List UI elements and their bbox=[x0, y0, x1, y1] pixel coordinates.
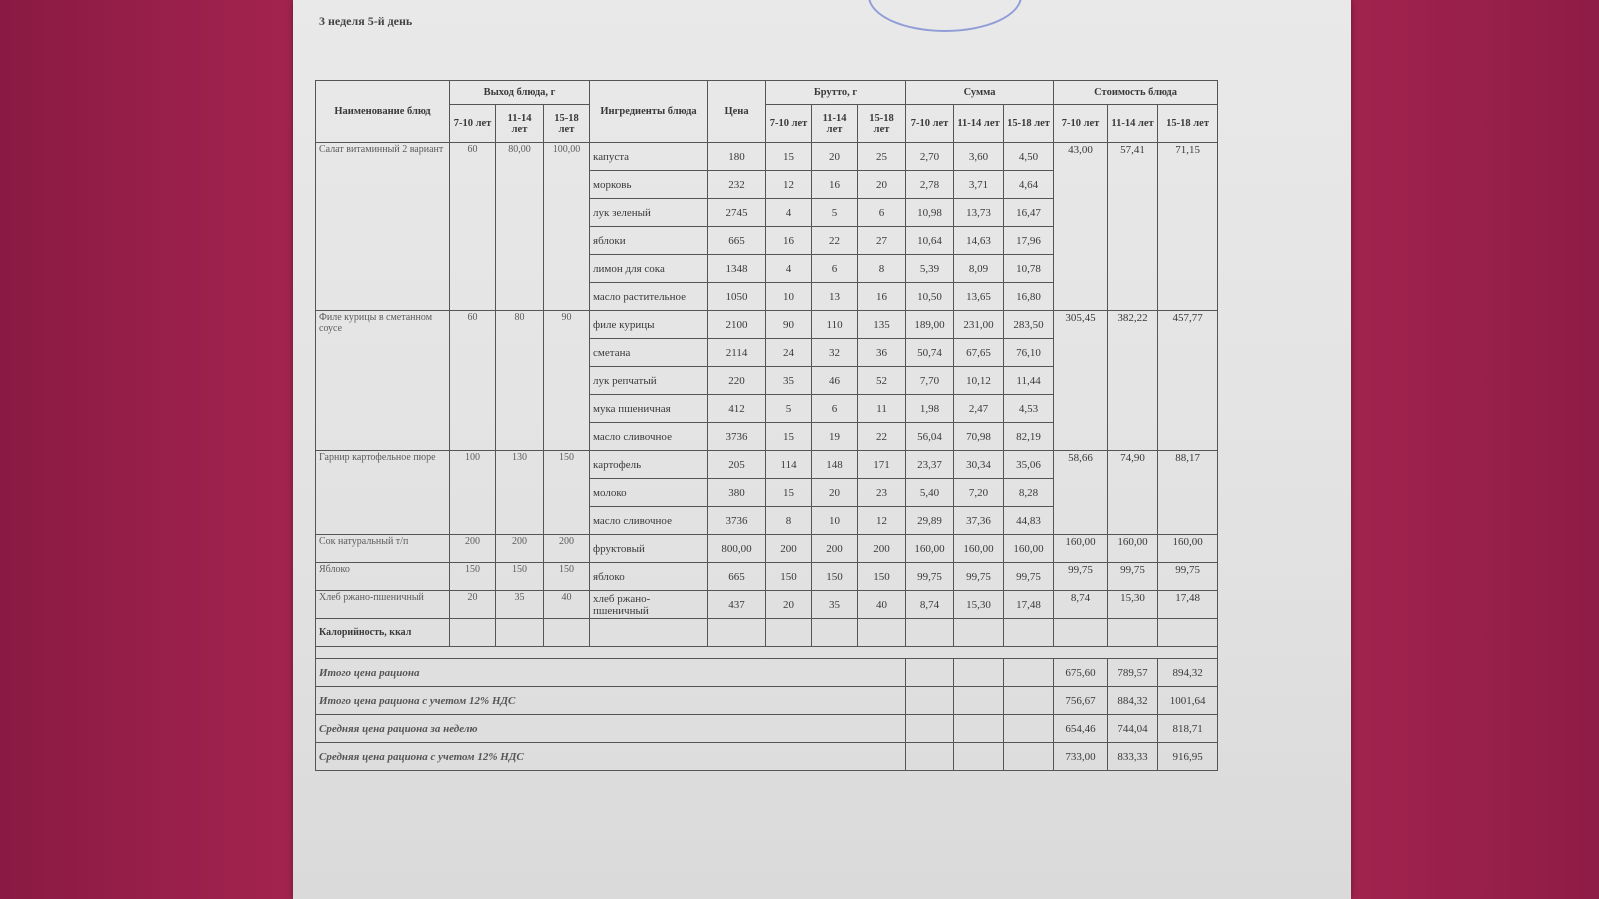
document-page bbox=[293, 0, 1351, 899]
table-row bbox=[316, 451, 1218, 479]
brutto-value: 27 bbox=[858, 227, 906, 255]
sum-value: 11,44 bbox=[1004, 367, 1054, 395]
sum-value: 5,39 bbox=[906, 255, 954, 283]
sum-value: 231,00 bbox=[954, 311, 1004, 339]
col-ingredients: Ингредиенты блюда bbox=[590, 81, 708, 143]
ingredient-price: 1050 bbox=[708, 283, 766, 311]
ingredient: фруктовый bbox=[590, 535, 708, 563]
header-row-2 bbox=[316, 105, 1218, 143]
total-row bbox=[316, 715, 1218, 743]
dish-cost: 15,30 bbox=[1108, 591, 1158, 619]
brutto-value: 135 bbox=[858, 311, 906, 339]
table-row bbox=[316, 535, 1218, 563]
dish-output: 80,00 bbox=[496, 143, 544, 311]
brutto-value: 35 bbox=[812, 591, 858, 619]
empty-cell bbox=[1158, 619, 1218, 647]
total-label: Средняя цена рациона с учетом 12% НДС bbox=[316, 743, 906, 771]
empty-cell bbox=[708, 619, 766, 647]
dish-cost: 99,75 bbox=[1054, 563, 1108, 591]
brutto-value: 11 bbox=[858, 395, 906, 423]
brutto-value: 13 bbox=[812, 283, 858, 311]
sum-value: 160,00 bbox=[1004, 535, 1054, 563]
menu-table bbox=[315, 80, 1218, 771]
sum-value: 2,78 bbox=[906, 171, 954, 199]
ingredient: молоко bbox=[590, 479, 708, 507]
dish-name: Филе курицы в сметанном соусе bbox=[316, 311, 450, 451]
brutto-value: 150 bbox=[858, 563, 906, 591]
table-row bbox=[316, 143, 1218, 171]
empty-cell bbox=[954, 687, 1004, 715]
sum-value: 99,75 bbox=[1004, 563, 1054, 591]
brutto-value: 20 bbox=[812, 143, 858, 171]
total-value: 884,32 bbox=[1108, 687, 1158, 715]
sum-value: 10,12 bbox=[954, 367, 1004, 395]
dish-cost: 305,45 bbox=[1054, 311, 1108, 451]
sum-value: 283,50 bbox=[1004, 311, 1054, 339]
ingredient-price: 205 bbox=[708, 451, 766, 479]
empty-cell bbox=[1004, 659, 1054, 687]
ingredient: лук зеленый bbox=[590, 199, 708, 227]
dish-name: Хлеб ржано-пшеничный bbox=[316, 591, 450, 619]
col-price: Цена bbox=[708, 81, 766, 143]
total-label: Итого цена рациона с учетом 12% НДС bbox=[316, 687, 906, 715]
empty-cell bbox=[1004, 743, 1054, 771]
dish-output: 60 bbox=[450, 311, 496, 451]
sum-value: 7,20 bbox=[954, 479, 1004, 507]
empty-cell bbox=[906, 743, 954, 771]
dish-cost: 88,17 bbox=[1158, 451, 1218, 535]
brutto-value: 20 bbox=[858, 171, 906, 199]
dish-output: 200 bbox=[544, 535, 590, 563]
total-row bbox=[316, 659, 1218, 687]
ingredient-price: 220 bbox=[708, 367, 766, 395]
sum-value: 8,74 bbox=[906, 591, 954, 619]
ingredient-price: 232 bbox=[708, 171, 766, 199]
total-value: 675,60 bbox=[1054, 659, 1108, 687]
ingredient-price: 380 bbox=[708, 479, 766, 507]
brutto-value: 16 bbox=[766, 227, 812, 255]
sum-value: 17,96 bbox=[1004, 227, 1054, 255]
sum-value: 99,75 bbox=[906, 563, 954, 591]
sum-value: 5,40 bbox=[906, 479, 954, 507]
ingredient-price: 3736 bbox=[708, 423, 766, 451]
ingredient: мука пшеничная bbox=[590, 395, 708, 423]
total-label: Средняя цена рациона за неделю bbox=[316, 715, 906, 743]
empty-cell bbox=[954, 659, 1004, 687]
brutto-value: 20 bbox=[766, 591, 812, 619]
empty-cell bbox=[1054, 619, 1108, 647]
brutto-value: 150 bbox=[766, 563, 812, 591]
total-value: 744,04 bbox=[1108, 715, 1158, 743]
brutto-value: 8 bbox=[858, 255, 906, 283]
dish-output: 200 bbox=[496, 535, 544, 563]
sum-value: 14,63 bbox=[954, 227, 1004, 255]
age-header: 11-14 лет bbox=[496, 105, 544, 143]
brutto-value: 12 bbox=[766, 171, 812, 199]
sum-value: 70,98 bbox=[954, 423, 1004, 451]
ingredient: масло растительное bbox=[590, 283, 708, 311]
page-heading: 3 неделя 5-й день bbox=[319, 14, 413, 28]
dish-output: 130 bbox=[496, 451, 544, 535]
age-header: 7-10 лет bbox=[450, 105, 496, 143]
empty-cell bbox=[1108, 619, 1158, 647]
brutto-value: 36 bbox=[858, 339, 906, 367]
sum-value: 56,04 bbox=[906, 423, 954, 451]
age-header: 15-18 лет bbox=[544, 105, 590, 143]
empty-cell bbox=[906, 687, 954, 715]
empty-cell bbox=[858, 619, 906, 647]
sum-value: 16,80 bbox=[1004, 283, 1054, 311]
total-value: 789,57 bbox=[1108, 659, 1158, 687]
sum-value: 3,60 bbox=[954, 143, 1004, 171]
dish-cost: 58,66 bbox=[1054, 451, 1108, 535]
dish-output: 80 bbox=[496, 311, 544, 451]
sum-value: 4,50 bbox=[1004, 143, 1054, 171]
ingredient-price: 665 bbox=[708, 227, 766, 255]
table-row bbox=[316, 591, 1218, 619]
empty-cell bbox=[1004, 715, 1054, 743]
empty-cell bbox=[906, 619, 954, 647]
age-header: 15-18 лет bbox=[858, 105, 906, 143]
empty-cell bbox=[906, 659, 954, 687]
brutto-value: 40 bbox=[858, 591, 906, 619]
sum-value: 3,71 bbox=[954, 171, 1004, 199]
age-header: 15-18 лет bbox=[1004, 105, 1054, 143]
brutto-value: 200 bbox=[812, 535, 858, 563]
sum-value: 35,06 bbox=[1004, 451, 1054, 479]
sum-value: 16,47 bbox=[1004, 199, 1054, 227]
empty-cell bbox=[316, 647, 1218, 659]
brutto-value: 24 bbox=[766, 339, 812, 367]
sum-value: 2,47 bbox=[954, 395, 1004, 423]
ingredient: капуста bbox=[590, 143, 708, 171]
table-row bbox=[316, 563, 1218, 591]
sum-value: 4,64 bbox=[1004, 171, 1054, 199]
sum-value: 160,00 bbox=[906, 535, 954, 563]
dish-output: 150 bbox=[544, 563, 590, 591]
brutto-value: 5 bbox=[766, 395, 812, 423]
dish-cost: 57,41 bbox=[1108, 143, 1158, 311]
sum-value: 23,37 bbox=[906, 451, 954, 479]
dish-cost: 71,15 bbox=[1158, 143, 1218, 311]
brutto-value: 22 bbox=[812, 227, 858, 255]
calories-row bbox=[316, 619, 1218, 647]
ingredient: филе курицы bbox=[590, 311, 708, 339]
ingredient: масло сливочное bbox=[590, 507, 708, 535]
sum-value: 76,10 bbox=[1004, 339, 1054, 367]
ingredient: масло сливочное bbox=[590, 423, 708, 451]
sum-value: 67,65 bbox=[954, 339, 1004, 367]
sum-value: 2,70 bbox=[906, 143, 954, 171]
ingredient: яблоки bbox=[590, 227, 708, 255]
total-value: 833,33 bbox=[1108, 743, 1158, 771]
total-value: 916,95 bbox=[1158, 743, 1218, 771]
sum-value: 10,78 bbox=[1004, 255, 1054, 283]
dish-cost: 160,00 bbox=[1158, 535, 1218, 563]
empty-cell bbox=[766, 619, 812, 647]
brutto-value: 15 bbox=[766, 423, 812, 451]
dish-cost: 457,77 bbox=[1158, 311, 1218, 451]
empty-cell bbox=[954, 743, 1004, 771]
sum-value: 10,98 bbox=[906, 199, 954, 227]
sum-value: 99,75 bbox=[954, 563, 1004, 591]
brutto-value: 12 bbox=[858, 507, 906, 535]
total-label: Итого цена рациона bbox=[316, 659, 906, 687]
brutto-value: 10 bbox=[812, 507, 858, 535]
age-header: 11-14 лет bbox=[1108, 105, 1158, 143]
col-brutto: Брутто, г bbox=[766, 81, 906, 105]
col-name: Наименование блюд bbox=[316, 81, 450, 143]
brutto-value: 114 bbox=[766, 451, 812, 479]
ingredient-price: 412 bbox=[708, 395, 766, 423]
dish-cost: 160,00 bbox=[1108, 535, 1158, 563]
ingredient: картофель bbox=[590, 451, 708, 479]
ingredient-price: 437 bbox=[708, 591, 766, 619]
header-row-1 bbox=[316, 81, 1218, 105]
age-header: 11-14 лет bbox=[954, 105, 1004, 143]
brutto-value: 22 bbox=[858, 423, 906, 451]
ingredient: сметана bbox=[590, 339, 708, 367]
total-value: 818,71 bbox=[1158, 715, 1218, 743]
dish-cost: 17,48 bbox=[1158, 591, 1218, 619]
dish-cost: 99,75 bbox=[1108, 563, 1158, 591]
brutto-value: 8 bbox=[766, 507, 812, 535]
brutto-value: 5 bbox=[812, 199, 858, 227]
dish-cost: 382,22 bbox=[1108, 311, 1158, 451]
brutto-value: 15 bbox=[766, 143, 812, 171]
brutto-value: 20 bbox=[812, 479, 858, 507]
dish-output: 60 bbox=[450, 143, 496, 311]
dish-name: Гарнир картофельное пюре bbox=[316, 451, 450, 535]
brutto-value: 150 bbox=[812, 563, 858, 591]
stamp-seal bbox=[868, 0, 1022, 32]
brutto-value: 19 bbox=[812, 423, 858, 451]
dish-output: 35 bbox=[496, 591, 544, 619]
brutto-value: 16 bbox=[812, 171, 858, 199]
brutto-value: 171 bbox=[858, 451, 906, 479]
dish-output: 200 bbox=[450, 535, 496, 563]
brutto-value: 25 bbox=[858, 143, 906, 171]
dish-cost: 8,74 bbox=[1054, 591, 1108, 619]
col-cost: Стоимость блюда bbox=[1054, 81, 1218, 105]
sum-value: 7,70 bbox=[906, 367, 954, 395]
brutto-value: 4 bbox=[766, 255, 812, 283]
brutto-value: 10 bbox=[766, 283, 812, 311]
ingredient-price: 800,00 bbox=[708, 535, 766, 563]
dish-output: 150 bbox=[496, 563, 544, 591]
sum-value: 17,48 bbox=[1004, 591, 1054, 619]
dish-name: Яблоко bbox=[316, 563, 450, 591]
brutto-value: 110 bbox=[812, 311, 858, 339]
sum-value: 82,19 bbox=[1004, 423, 1054, 451]
sum-value: 30,34 bbox=[954, 451, 1004, 479]
sum-value: 13,65 bbox=[954, 283, 1004, 311]
ingredient: лук репчатый bbox=[590, 367, 708, 395]
background-right bbox=[1319, 0, 1599, 899]
brutto-value: 52 bbox=[858, 367, 906, 395]
age-header: 15-18 лет bbox=[1158, 105, 1218, 143]
dish-output: 20 bbox=[450, 591, 496, 619]
calories-label: Калорийность, ккал bbox=[316, 619, 450, 647]
dish-name: Сок натуральный т/п bbox=[316, 535, 450, 563]
sum-value: 50,74 bbox=[906, 339, 954, 367]
brutto-value: 200 bbox=[858, 535, 906, 563]
col-output: Выход блюда, г bbox=[450, 81, 590, 105]
sum-value: 10,50 bbox=[906, 283, 954, 311]
age-header: 11-14 лет bbox=[812, 105, 858, 143]
age-header: 7-10 лет bbox=[1054, 105, 1108, 143]
sum-value: 1,98 bbox=[906, 395, 954, 423]
brutto-value: 4 bbox=[766, 199, 812, 227]
ingredient-price: 2745 bbox=[708, 199, 766, 227]
sum-value: 10,64 bbox=[906, 227, 954, 255]
sum-value: 37,36 bbox=[954, 507, 1004, 535]
dish-cost: 43,00 bbox=[1054, 143, 1108, 311]
brutto-value: 32 bbox=[812, 339, 858, 367]
empty-cell bbox=[1004, 619, 1054, 647]
total-row bbox=[316, 687, 1218, 715]
sum-value: 189,00 bbox=[906, 311, 954, 339]
sum-value: 29,89 bbox=[906, 507, 954, 535]
dish-output: 100 bbox=[450, 451, 496, 535]
empty-cell bbox=[812, 619, 858, 647]
brutto-value: 35 bbox=[766, 367, 812, 395]
brutto-value: 6 bbox=[812, 395, 858, 423]
brutto-value: 15 bbox=[766, 479, 812, 507]
ingredient: яблоко bbox=[590, 563, 708, 591]
brutto-value: 23 bbox=[858, 479, 906, 507]
brutto-value: 6 bbox=[858, 199, 906, 227]
dish-output: 100,00 bbox=[544, 143, 590, 311]
sum-value: 160,00 bbox=[954, 535, 1004, 563]
total-value: 894,32 bbox=[1158, 659, 1218, 687]
ingredient-price: 180 bbox=[708, 143, 766, 171]
age-header: 7-10 лет bbox=[766, 105, 812, 143]
total-value: 654,46 bbox=[1054, 715, 1108, 743]
brutto-value: 16 bbox=[858, 283, 906, 311]
dish-name: Салат витаминный 2 вариант bbox=[316, 143, 450, 311]
empty-cell bbox=[590, 619, 708, 647]
background-left bbox=[0, 0, 300, 899]
sum-value: 8,09 bbox=[954, 255, 1004, 283]
ingredient: хлеб ржано-пшеничный bbox=[590, 591, 708, 619]
ingredient-price: 2100 bbox=[708, 311, 766, 339]
total-value: 1001,64 bbox=[1158, 687, 1218, 715]
ingredient-price: 2114 bbox=[708, 339, 766, 367]
empty-cell bbox=[450, 619, 496, 647]
empty-cell bbox=[954, 619, 1004, 647]
sum-value: 15,30 bbox=[954, 591, 1004, 619]
dish-output: 150 bbox=[450, 563, 496, 591]
total-value: 733,00 bbox=[1054, 743, 1108, 771]
dish-cost: 160,00 bbox=[1054, 535, 1108, 563]
dish-cost: 74,90 bbox=[1108, 451, 1158, 535]
dish-output: 90 bbox=[544, 311, 590, 451]
empty-cell bbox=[544, 619, 590, 647]
sum-value: 13,73 bbox=[954, 199, 1004, 227]
ingredient: лимон для сока bbox=[590, 255, 708, 283]
brutto-value: 148 bbox=[812, 451, 858, 479]
total-value: 756,67 bbox=[1054, 687, 1108, 715]
empty-cell bbox=[954, 715, 1004, 743]
spacer-row bbox=[316, 647, 1218, 659]
sum-value: 8,28 bbox=[1004, 479, 1054, 507]
sum-value: 4,53 bbox=[1004, 395, 1054, 423]
ingredient: морковь bbox=[590, 171, 708, 199]
sum-value: 44,83 bbox=[1004, 507, 1054, 535]
ingredient-price: 3736 bbox=[708, 507, 766, 535]
brutto-value: 46 bbox=[812, 367, 858, 395]
brutto-value: 6 bbox=[812, 255, 858, 283]
table-row bbox=[316, 311, 1218, 339]
ingredient-price: 665 bbox=[708, 563, 766, 591]
dish-cost: 99,75 bbox=[1158, 563, 1218, 591]
empty-cell bbox=[496, 619, 544, 647]
ingredient-price: 1348 bbox=[708, 255, 766, 283]
dish-output: 150 bbox=[544, 451, 590, 535]
age-header: 7-10 лет bbox=[906, 105, 954, 143]
brutto-value: 90 bbox=[766, 311, 812, 339]
total-row bbox=[316, 743, 1218, 771]
empty-cell bbox=[906, 715, 954, 743]
dish-output: 40 bbox=[544, 591, 590, 619]
empty-cell bbox=[1004, 687, 1054, 715]
brutto-value: 200 bbox=[766, 535, 812, 563]
col-sum: Сумма bbox=[906, 81, 1054, 105]
